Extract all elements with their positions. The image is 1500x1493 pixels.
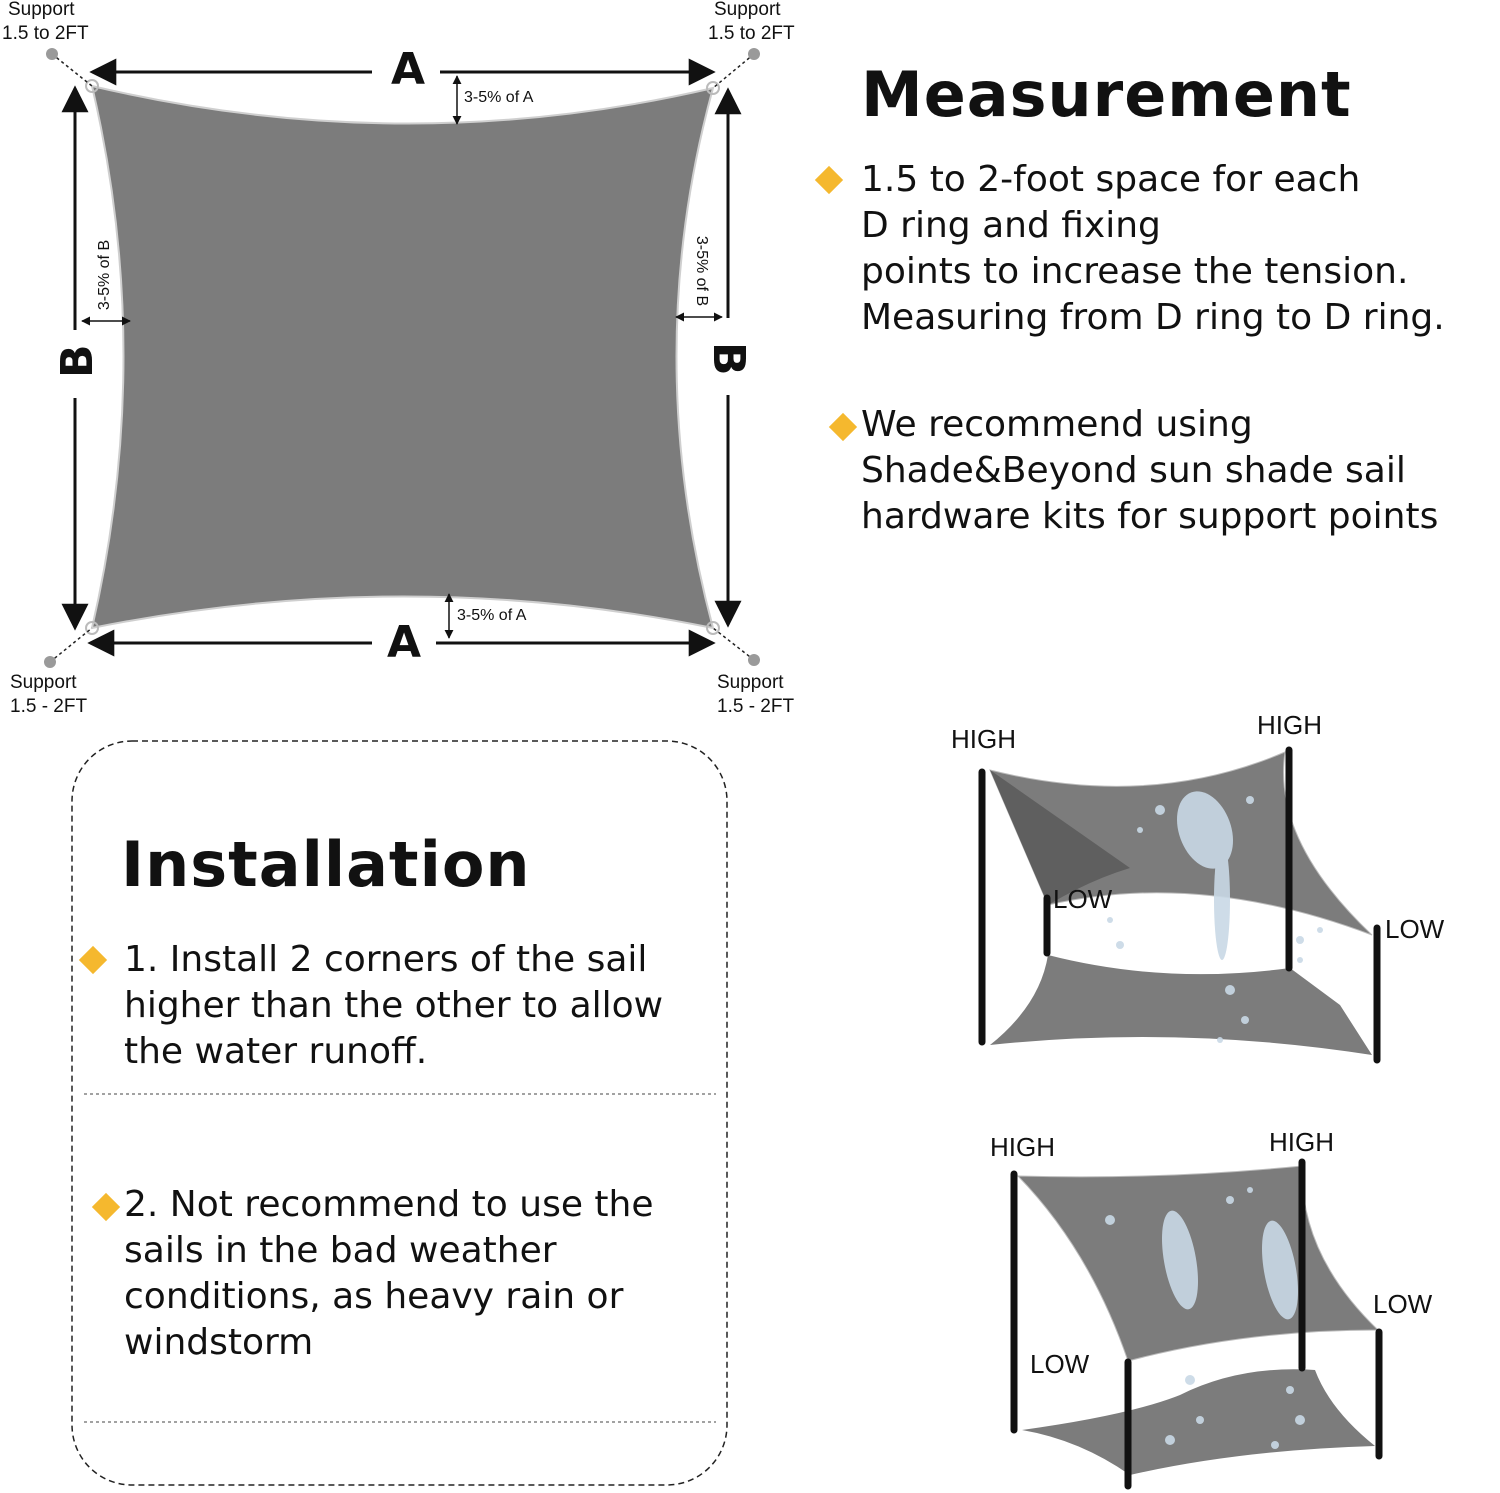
illustration-2-high-left: HIGH (990, 1132, 1055, 1162)
support-point-bottom-right (748, 654, 760, 666)
illustration-2 (1014, 1162, 1379, 1486)
illustration-1-low-right: LOW (1385, 914, 1445, 944)
installation-title: Installation (121, 828, 531, 901)
illustration-1-high-left: HIGH (951, 724, 1016, 754)
support-top-left-title: Support (8, 0, 75, 20)
measurement-title: Measurement (861, 58, 1352, 131)
illustration-1 (982, 750, 1377, 1060)
illustration-2-sail (1018, 1166, 1378, 1361)
support-point-bottom-left (44, 656, 56, 668)
support-top-right-title: Support (714, 0, 781, 20)
measurement-bullet-1-line: points to increase the tension. (861, 251, 1409, 292)
support-bottom-right-value: 1.5 - 2FT (717, 696, 795, 717)
sag-label-a-bottom: 3-5% of A (457, 607, 527, 624)
support-top-right-value: 1.5 to 2FT (708, 23, 795, 44)
sag-label-b-left: 3-5% of B (96, 239, 113, 311)
dimension-b-right: B (703, 342, 754, 376)
measurement-bullet-2-line: We recommend using (861, 404, 1253, 445)
shade-sail-rectangle (92, 86, 713, 628)
measurement-bullet-1 (861, 157, 1445, 341)
sag-label-b-right: 3-5% of B (693, 235, 710, 307)
support-top-left-value: 1.5 to 2FT (2, 23, 89, 44)
dimension-a-top: A (391, 44, 426, 95)
measurement-bullet-1-line: D ring and fixing (861, 205, 1161, 246)
illustration-2-high-right: HIGH (1269, 1127, 1334, 1157)
measurement-bullet-1-line: 1.5 to 2-foot space for each (861, 159, 1361, 200)
illustration-1-low-left: LOW (1053, 884, 1113, 914)
installation-step-1 (124, 937, 663, 1075)
support-bottom-left-value: 1.5 - 2FT (10, 696, 88, 717)
support-point-top-left (46, 48, 58, 60)
sag-label-a-top: 3-5% of A (464, 89, 534, 106)
dimension-b-left: B (52, 344, 103, 378)
illustration-1-high-right: HIGH (1257, 710, 1322, 740)
support-point-top-right (748, 48, 760, 60)
installation-step-2-line: windstorm (124, 1322, 314, 1363)
illustration-2-low-right: LOW (1373, 1289, 1433, 1319)
installation-step-2-line: 2. Not recommend to use the (124, 1184, 654, 1225)
support-bottom-right-label (717, 671, 794, 719)
installation-step-1-line: the water runoff. (124, 1031, 428, 1072)
illustration-2-low-left: LOW (1030, 1349, 1090, 1379)
measurement-bullet-2-line: Shade&Beyond sun shade sail (861, 450, 1406, 491)
support-bottom-left-title: Support (10, 672, 77, 693)
measurement-bullet-1-line: Measuring from D ring to D ring. (861, 297, 1445, 338)
support-top-right-label (708, 0, 795, 46)
installation-step-2-line: sails in the bad weather (124, 1230, 557, 1271)
dimension-a-bottom: A (387, 617, 422, 668)
support-bottom-left-label (10, 671, 87, 719)
support-top-left-label (2, 0, 89, 46)
installation-step-1-line: higher than the other to allow (124, 985, 664, 1026)
illustration-1-ground-shadow (990, 955, 1372, 1055)
installation-step-2 (124, 1182, 654, 1366)
measurement-bullet-2 (861, 402, 1438, 540)
installation-step-1-line: 1. Install 2 corners of the sail (124, 939, 648, 980)
measurement-bullet-2-line: hardware kits for support points (861, 496, 1439, 537)
support-bottom-right-title: Support (717, 672, 784, 693)
installation-step-2-line: conditions, as heavy rain or (124, 1276, 624, 1317)
